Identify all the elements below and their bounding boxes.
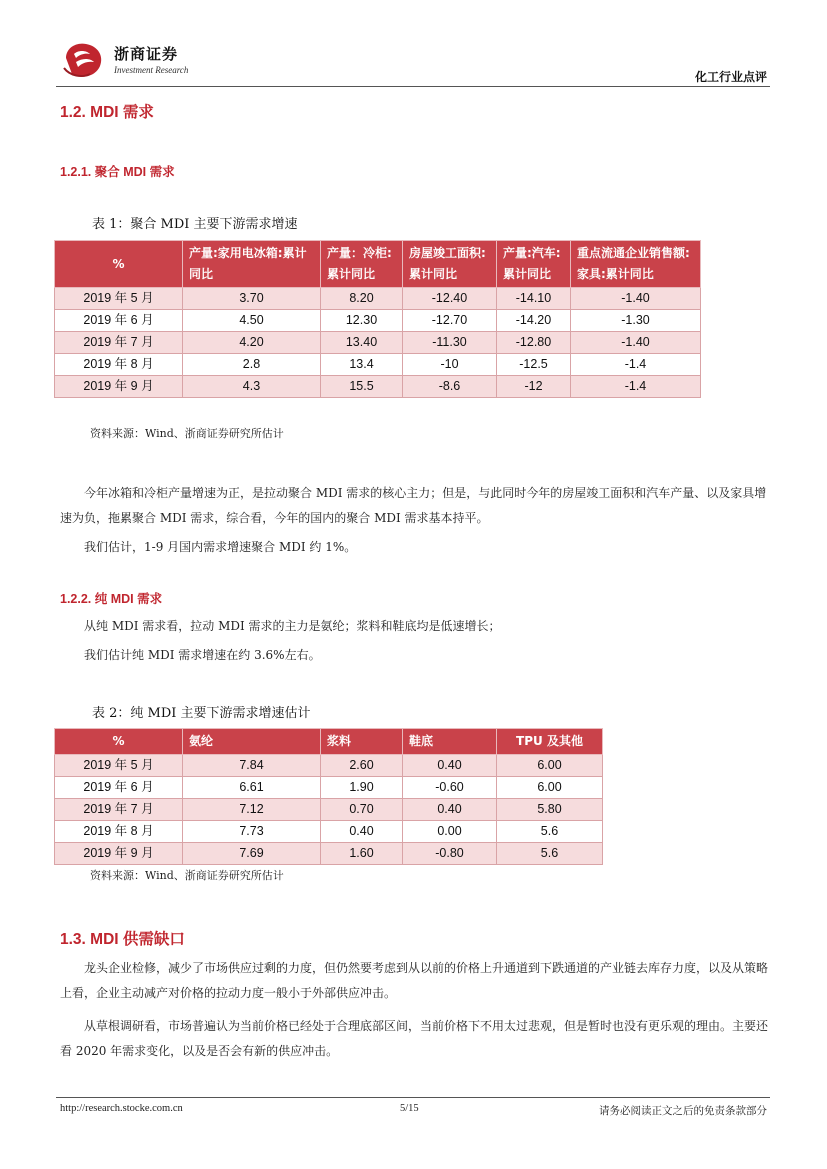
table-cell: 0.40 (403, 755, 497, 777)
table-cell: 15.5 (321, 376, 403, 398)
table1-col-header: % (55, 241, 183, 288)
table-cell: 2019 年 8 月 (55, 821, 183, 843)
table-cell: 2.8 (183, 354, 321, 376)
table1-header-row (55, 241, 701, 288)
table-cell: 2019 年 7 月 (55, 799, 183, 821)
logo-icon (62, 40, 106, 80)
footer-url-link[interactable]: http://research.stocke.com.cn (60, 1103, 183, 1114)
logo-text-en: Investment Research (114, 65, 189, 75)
report-category: 化工行业点评 (694, 70, 767, 84)
section-heading-1-2-2: 1.2.2. 纯 MDI 需求 (60, 592, 163, 606)
table-cell: 7.84 (183, 755, 321, 777)
section-heading-1-2: 1.2. MDI 需求 (60, 104, 154, 121)
table-cell: 0.40 (321, 821, 403, 843)
table-cell: -11.30 (403, 332, 497, 354)
table2-col-header: TPU 及其他 (497, 729, 603, 755)
table-row (55, 354, 701, 376)
table-row (55, 288, 701, 310)
table-cell: 5.6 (497, 821, 603, 843)
table2-header-row (55, 729, 603, 755)
table1-col-header: 产量：冷柜:累计同比 (321, 241, 403, 288)
paragraph (60, 956, 772, 1064)
table-cell: -14.10 (497, 288, 571, 310)
table-cell: -1.4 (571, 376, 701, 398)
table2-source: 资料来源：Wind、浙商证券研究所估计 (90, 869, 284, 882)
table-cell: -1.4 (571, 354, 701, 376)
footer-disclaimer: 请务必阅读正文之后的免责条款部分 (599, 1105, 767, 1117)
paragraph (60, 614, 772, 668)
table-cell: 7.73 (183, 821, 321, 843)
table1-source: 资料来源：Wind、浙商证券研究所估计 (90, 427, 284, 440)
table-cell: 1.90 (321, 777, 403, 799)
table2 (54, 728, 603, 865)
table-row (55, 799, 603, 821)
paragraph (60, 481, 772, 560)
table-cell: 8.20 (321, 288, 403, 310)
table-cell: 0.00 (403, 821, 497, 843)
table-cell: 5.6 (497, 843, 603, 865)
table-cell: -1.40 (571, 288, 701, 310)
table-row (55, 310, 701, 332)
paragraph-text: 从纯 MDI 需求看，拉动 MDI 需求的主力是氨纶；浆料和鞋底均是低速增长； (84, 619, 501, 633)
table-cell: -1.30 (571, 310, 701, 332)
table-cell: 2019 年 5 月 (55, 288, 183, 310)
paragraph-text: 今年冰箱和冷柜产量增速为正，是拉动聚合 MDI 需求的核心主力；但是，与此同时今年的房屋竣工面积和汽车产量、以及家具增速为负，拖累聚合 MDI 需求，综合看，今年的国内的聚合 MDI 需求基本持平。 (60, 486, 767, 525)
table-cell: -14.20 (497, 310, 571, 332)
paragraph-text: 我们估计，1-9 月国内需求增速聚合 MDI 约 1%。 (84, 540, 357, 554)
table-cell: 4.50 (183, 310, 321, 332)
table-cell: 2019 年 9 月 (55, 843, 183, 865)
table-cell: 0.40 (403, 799, 497, 821)
logo-text-cn: 浙商证券 (114, 45, 179, 63)
table-cell: -12.40 (403, 288, 497, 310)
table-cell: 12.30 (321, 310, 403, 332)
table-cell: -12.80 (497, 332, 571, 354)
table-row (55, 777, 603, 799)
table2-col-header: 鞋底 (403, 729, 497, 755)
table-cell: 2019 年 6 月 (55, 310, 183, 332)
table-cell: 1.60 (321, 843, 403, 865)
table1-col-header: 产量:家用电冰箱:累计同比 (183, 241, 321, 288)
table-row (55, 755, 603, 777)
table1-col-header: 重点流通企业销售额:家具:累计同比 (571, 241, 701, 288)
table-cell: 13.40 (321, 332, 403, 354)
table-cell: 2019 年 8 月 (55, 354, 183, 376)
table1-caption: 表 1：聚合 MDI 主要下游需求增速 (92, 217, 298, 232)
table-cell: -12 (497, 376, 571, 398)
table-cell: 2019 年 9 月 (55, 376, 183, 398)
table1 (54, 240, 701, 398)
page-number: 5/15 (400, 1103, 419, 1114)
table-cell: 13.4 (321, 354, 403, 376)
table-cell: -8.6 (403, 376, 497, 398)
table-row (55, 332, 701, 354)
table1-col-header: 产量:汽车:累计同比 (497, 241, 571, 288)
paragraph-text: 龙头企业检修，减少了市场供应过剩的力度，但仍然要考虑到从以前的价格上升通道到下跌通道的产业链去库存力度，以及从策略上看，企业主动减产对价格的拉动力度一般小于外部供应冲击。 (60, 961, 769, 1000)
table-row (55, 843, 603, 865)
table-cell: -12.70 (403, 310, 497, 332)
table2-col-header: 浆料 (321, 729, 403, 755)
table-row (55, 821, 603, 843)
table-cell: -12.5 (497, 354, 571, 376)
table-cell: 5.80 (497, 799, 603, 821)
table-cell: 3.70 (183, 288, 321, 310)
table-cell: 2.60 (321, 755, 403, 777)
table-cell: -10 (403, 354, 497, 376)
paragraph-text: 我们估计纯 MDI 需求增速在约 3.6%左右。 (84, 648, 321, 662)
section-heading-1-2-1: 1.2.1. 聚合 MDI 需求 (60, 165, 175, 179)
table-cell: 7.69 (183, 843, 321, 865)
table-cell: 6.00 (497, 755, 603, 777)
table2-col-header: 氨纶 (183, 729, 321, 755)
footer-divider (56, 1097, 770, 1098)
table-cell: -0.60 (403, 777, 497, 799)
table-cell: -0.80 (403, 843, 497, 865)
section-heading-1-3: 1.3. MDI 供需缺口 (60, 931, 185, 948)
table-row (55, 376, 701, 398)
header-divider (56, 86, 770, 87)
table-cell: -1.40 (571, 332, 701, 354)
table-cell: 0.70 (321, 799, 403, 821)
table-cell: 6.61 (183, 777, 321, 799)
paragraph-text: 从草根调研看，市场普遍认为当前价格已经处于合理底部区间，当前价格下不用太过悲观，但是暂时也没有更乐观的理由。主要还看 2020 年需求变化，以及是否会有新的供应冲击。 (60, 1019, 769, 1058)
table-cell: 4.3 (183, 376, 321, 398)
table-cell: 2019 年 6 月 (55, 777, 183, 799)
table-cell: 2019 年 7 月 (55, 332, 183, 354)
table-cell: 2019 年 5 月 (55, 755, 183, 777)
table2-caption: 表 2：纯 MDI 主要下游需求增速估计 (92, 706, 311, 721)
table1-col-header: 房屋竣工面积:累计同比 (403, 241, 497, 288)
table-cell: 7.12 (183, 799, 321, 821)
table2-col-header: % (55, 729, 183, 755)
table-cell: 4.20 (183, 332, 321, 354)
table-cell: 6.00 (497, 777, 603, 799)
